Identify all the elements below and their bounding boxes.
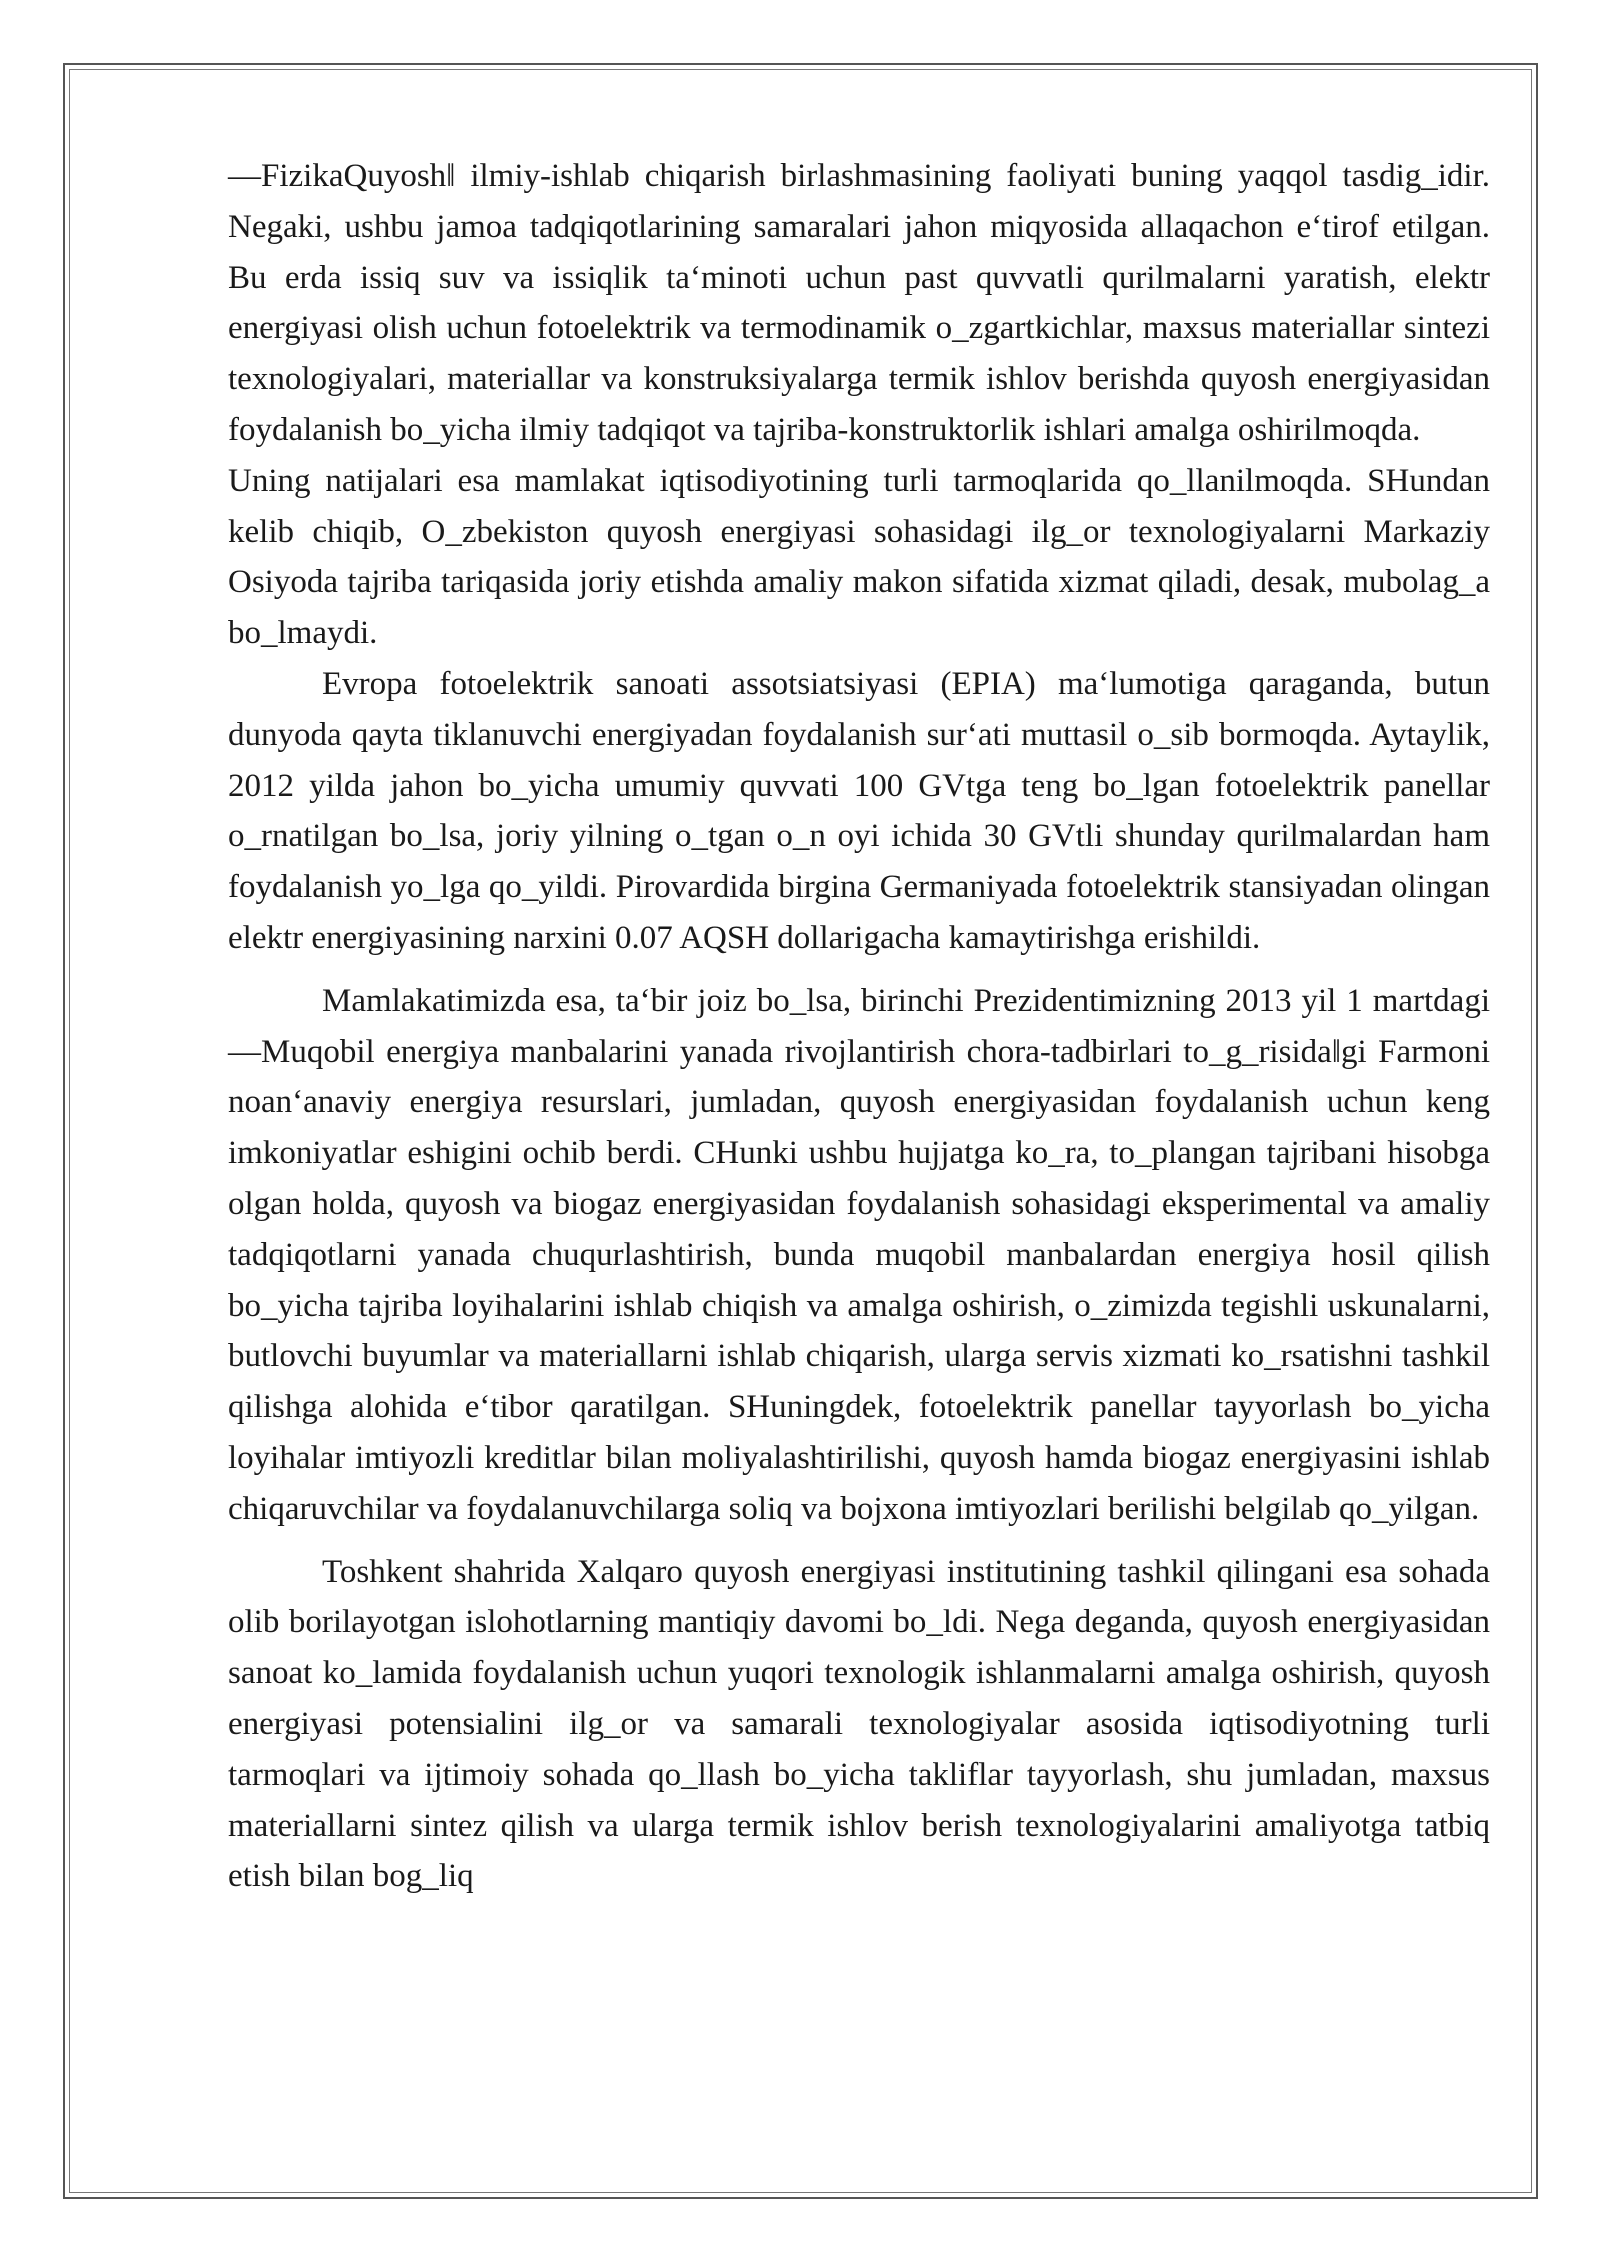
paragraph-2: Uning natijalari esa mamlakat iqtisodiyotining turli tarmoqlarida qo_llanilmoqda. SHundan kelib chiqib, O_zbekiston quyosh energiyasi sohasidagi ilg_or texnologiyalarni Markaziy Osiyoda tajriba tariqasida joriy etishda amaliy makon sifatida xizmat qiladi, desak, mubolag_a bo_lmaydi. [228,462,1490,652]
document-body [228,151,1490,1902]
paragraph-1: —FizikaQuyosh‖ ilmiy-ishlab chiqarish birlashmasining faoliyati buning yaqqol tasdig_idir. Negaki, ushbu jamoa tadqiqotlarining samaralari jahon miqyosida allaqachon e‘tirof etilgan. Bu erda issiq suv va issiqlik ta‘minoti uchun past quvvatli qurilmalarni yaratish, elektr energiyasi olish uchun fotoelektrik va termodinamik o_zgartkichlar, maxsus materiallar sintezi texnologiyalari, materiallar va konstruksiyalarga termik ishlov berishda quyosh energiyasidan foydalanish bo_yicha ilmiy tadqiqot va tajriba-konstruktorlik ishlari amalga oshirilmoqda. [228,158,1490,448]
paragraph-4: Mamlakatimizda esa, ta‘bir joiz bo_lsa, birinchi Prezidentimizning 2013 yil 1 martdagi —Muqobil energiya manbalarini yanada rivojlantirish chora-tadbirlari to_g_risida‖gi Farmoni noan‘anaviy energiya resurslari, jumladan, quyosh energiyasidan foydalanish uchun keng imkoniyatlar eshigini ochib berdi. CHunki ushbu hujjatga ko_ra, to_plangan tajribani hisobga olgan holda, quyosh va biogaz energiyasidan foydalanish sohasidagi eksperimental va amaliy tadqiqotlarni yanada chuqurlashtirish, bunda muqobil manbalardan energiya hosil qilish bo_yicha tajriba loyihalarini ishlab chiqish va amalga oshirish, o_zimizda tegishli uskunalarni, butlovchi buyumlar va materiallarni ishlab chiqarish, ularga servis xizmati ko_rsatishni tashkil qilishga alohida e‘tibor qaratilgan. SHuningdek, fotoelektrik panellar tayyorlash bo_yicha loyihalar imtiyozli kreditlar bilan moliyalashtirilishi, quyosh hamda biogaz energiyasini ishlab chiqaruvchilar va foydalanuvchilarga soliq va bojxona imtiyozlari berilishi belgilab qo_yilgan. [228,982,1490,1527]
paragraph-5: Toshkent shahrida Xalqaro quyosh energiyasi institutining tashkil qilingani esa sohada olib borilayotgan islohotlarning mantiqiy davomi bo_ldi. Nega deganda, quyosh energiyasidan sanoat ko_lamida foydalanish uchun yuqori texnologik ishlanmalarni amalga oshirish, quyosh energiyasi potensialini ilg_or va samarali texnologiyalar asosida iqtisodiyotning turli tarmoqlari va ijtimoiy sohada qo_llash bo_yicha takliflar tayyorlash, shu jumladan, maxsus materiallarni sintez qilish va ularga termik ishlov berish texnologiyalarini amaliyotga tatbiq etish bilan bog_liq [228,1553,1490,1895]
paragraph-3: Evropa fotoelektrik sanoati assotsiatsiyasi (EPIA) ma‘lumotiga qaraganda, butun dunyoda qayta tiklanuvchi energiyadan foydalanish sur‘ati muttasil o_sib bormoqda. Aytaylik, 2012 yilda jahon bo_yicha umumiy quvvati 100 GVtga teng bo_lgan fotoelektrik panellar o_rnatilgan bo_lsa, joriy yilning o_tgan o_n oyi ichida 30 GVtli shunday qurilmalardan ham foydalanish yo_lga qo_yildi. Pirovardida birgina Germaniyada fotoelektrik stansiyadan olingan elektr energiyasining narxini 0.07 AQSH dollarigacha kamaytirishga erishildi. [228,665,1490,956]
